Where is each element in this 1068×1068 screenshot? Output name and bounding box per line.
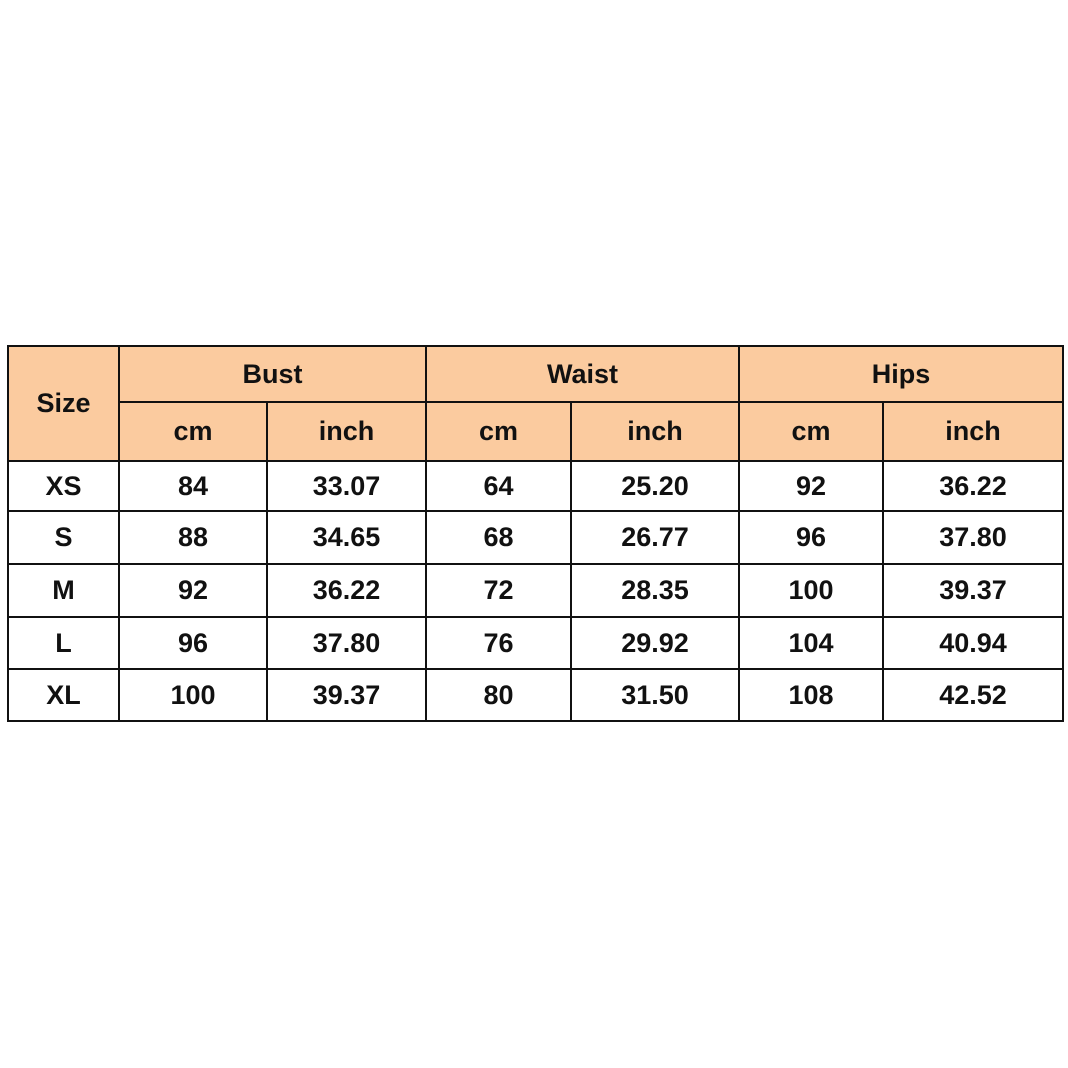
unit-header: inch: [883, 402, 1063, 461]
measurement-cell: 42.52: [883, 669, 1063, 721]
bust-header: Bust: [119, 346, 426, 402]
unit-header: cm: [739, 402, 883, 461]
unit-header: cm: [119, 402, 267, 461]
measurement-cell: 100: [739, 564, 883, 617]
table-row: [8, 461, 1063, 511]
size-chart-table: [7, 345, 1064, 722]
size-header: Size: [8, 346, 119, 461]
unit-header: inch: [571, 402, 739, 461]
measurement-cell: 39.37: [267, 669, 426, 721]
measurement-cell: 76: [426, 617, 571, 669]
table-row: [8, 617, 1063, 669]
measurement-cell: 40.94: [883, 617, 1063, 669]
table-row: [8, 669, 1063, 721]
measurement-cell: 72: [426, 564, 571, 617]
measurement-cell: 33.07: [267, 461, 426, 511]
measurement-cell: 84: [119, 461, 267, 511]
measurement-cell: 92: [119, 564, 267, 617]
measurement-cell: 80: [426, 669, 571, 721]
measurement-cell: 28.35: [571, 564, 739, 617]
measurement-cell: 64: [426, 461, 571, 511]
size-cell: XL: [8, 669, 119, 721]
unit-header: inch: [267, 402, 426, 461]
measurement-cell: 108: [739, 669, 883, 721]
measurement-cell: 96: [739, 511, 883, 564]
size-cell: S: [8, 511, 119, 564]
table-row: [8, 564, 1063, 617]
measurement-cell: 36.22: [267, 564, 426, 617]
measurement-cell: 96: [119, 617, 267, 669]
unit-header: cm: [426, 402, 571, 461]
table-row: [8, 511, 1063, 564]
measurement-cell: 92: [739, 461, 883, 511]
measurement-cell: 39.37: [883, 564, 1063, 617]
measurement-cell: 100: [119, 669, 267, 721]
measurement-cell: 26.77: [571, 511, 739, 564]
measurement-cell: 36.22: [883, 461, 1063, 511]
measurement-cell: 88: [119, 511, 267, 564]
measurement-cell: 29.92: [571, 617, 739, 669]
measurement-cell: 37.80: [267, 617, 426, 669]
measurement-cell: 37.80: [883, 511, 1063, 564]
hips-header: Hips: [739, 346, 1063, 402]
size-cell: L: [8, 617, 119, 669]
measurement-cell: 34.65: [267, 511, 426, 564]
measurement-cell: 25.20: [571, 461, 739, 511]
size-cell: M: [8, 564, 119, 617]
measurement-cell: 68: [426, 511, 571, 564]
waist-header: Waist: [426, 346, 739, 402]
measurement-cell: 31.50: [571, 669, 739, 721]
measurement-cell: 104: [739, 617, 883, 669]
size-cell: XS: [8, 461, 119, 511]
